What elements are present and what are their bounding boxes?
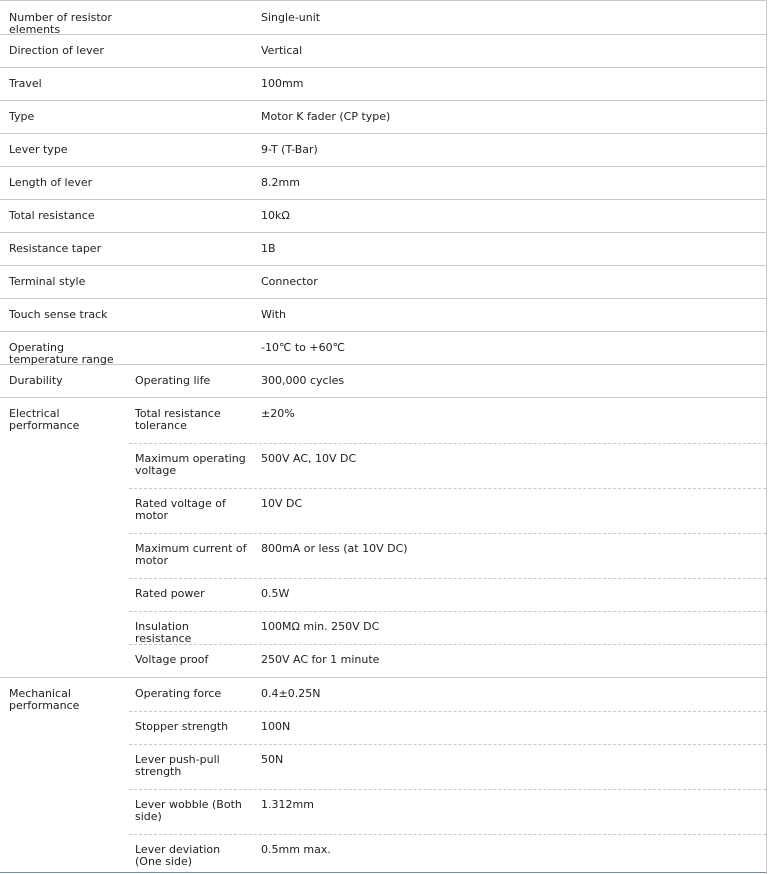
spec-value: 10V DC bbox=[261, 497, 303, 510]
spec-value: 250V AC for 1 minute bbox=[261, 653, 380, 666]
group-label: Durability bbox=[9, 374, 63, 387]
table-row bbox=[0, 101, 766, 134]
spec-label: Touch sense track bbox=[9, 308, 108, 321]
spec-value: 500V AC, 10V DC bbox=[261, 452, 357, 465]
spec-value: 0.5W bbox=[261, 587, 290, 600]
group-label: Mechanical performance bbox=[9, 687, 80, 712]
spec-value: 50N bbox=[261, 753, 284, 766]
spec-label: Total resistance bbox=[9, 209, 95, 222]
table-row bbox=[0, 1, 766, 35]
table-row bbox=[0, 266, 766, 299]
spec-value: -10℃ to +60℃ bbox=[261, 341, 345, 354]
spec-label: Travel bbox=[9, 77, 42, 90]
spec-sublabel: Voltage proof bbox=[135, 653, 209, 666]
spec-value: Single-unit bbox=[261, 11, 321, 24]
spec-value: 0.4±0.25N bbox=[261, 687, 321, 700]
spec-sublabel: Lever deviation (One side) bbox=[135, 843, 221, 868]
spec-sublabel: Insulation resistance bbox=[135, 620, 192, 645]
spec-value: 100N bbox=[261, 720, 291, 733]
spec-value: 10kΩ bbox=[261, 209, 290, 222]
spec-label: Terminal style bbox=[9, 275, 86, 288]
table-row bbox=[0, 200, 766, 233]
spec-value: 0.5mm max. bbox=[261, 843, 331, 856]
spec-sublabel: Operating life bbox=[135, 374, 211, 387]
spec-label: Lever type bbox=[9, 143, 68, 156]
spec-sublabel: Lever push-pull strength bbox=[135, 753, 220, 778]
spec-value: Connector bbox=[261, 275, 318, 288]
spec-value: Motor K fader (CP type) bbox=[261, 110, 391, 123]
table-row bbox=[129, 578, 766, 612]
table-row bbox=[129, 443, 766, 489]
spec-label: Type bbox=[9, 110, 35, 123]
table-row bbox=[0, 332, 766, 365]
spec-sublabel: Rated voltage of motor bbox=[135, 497, 226, 522]
spec-value: 8.2mm bbox=[261, 176, 300, 189]
table-row bbox=[0, 134, 766, 167]
table-row bbox=[129, 678, 766, 712]
table-row bbox=[0, 68, 766, 101]
table-row bbox=[129, 611, 766, 645]
table-row bbox=[0, 299, 766, 332]
spec-value: 1.312mm bbox=[261, 798, 314, 811]
spec-sublabel: Stopper strength bbox=[135, 720, 229, 733]
table-row bbox=[129, 533, 766, 579]
spec-label: Operating temperature range bbox=[9, 341, 114, 366]
table-row bbox=[0, 167, 766, 200]
table-row bbox=[129, 644, 766, 677]
spec-sublabel: Maximum operating voltage bbox=[135, 452, 246, 477]
spec-value: 1B bbox=[261, 242, 276, 255]
spec-sublabel: Operating force bbox=[135, 687, 222, 700]
table-row bbox=[129, 834, 766, 873]
group-mechanical-performance bbox=[0, 678, 766, 873]
spec-value: 100MΩ min. 250V DC bbox=[261, 620, 380, 633]
table-row bbox=[0, 35, 766, 68]
spec-value: With bbox=[261, 308, 286, 321]
spec-value: Vertical bbox=[261, 44, 303, 57]
table-row bbox=[129, 744, 766, 790]
right-border bbox=[766, 0, 767, 874]
spec-label: Number of resistor elements bbox=[9, 11, 112, 36]
spec-label: Resistance taper bbox=[9, 242, 102, 255]
group-durability bbox=[0, 365, 766, 398]
spec-sublabel: Total resistance tolerance bbox=[135, 407, 221, 432]
spec-value: 9-T (T-Bar) bbox=[261, 143, 318, 156]
group-label: Electrical performance bbox=[9, 407, 80, 432]
spec-sublabel: Maximum current of motor bbox=[135, 542, 247, 567]
table-row bbox=[129, 711, 766, 745]
spec-value: ±20% bbox=[261, 407, 295, 420]
spec-sublabel: Lever wobble (Both side) bbox=[135, 798, 242, 823]
table-row bbox=[129, 488, 766, 534]
spec-value: 800mA or less (at 10V DC) bbox=[261, 542, 408, 555]
table-row bbox=[0, 233, 766, 266]
group-electrical-performance bbox=[0, 398, 766, 678]
spec-sublabel: Rated power bbox=[135, 587, 205, 600]
spec-value: 300,000 cycles bbox=[261, 374, 345, 387]
spec-label: Direction of lever bbox=[9, 44, 104, 57]
table-row bbox=[129, 789, 766, 835]
spec-value: 100mm bbox=[261, 77, 304, 90]
spec-label: Length of lever bbox=[9, 176, 93, 189]
table-row bbox=[129, 398, 766, 444]
